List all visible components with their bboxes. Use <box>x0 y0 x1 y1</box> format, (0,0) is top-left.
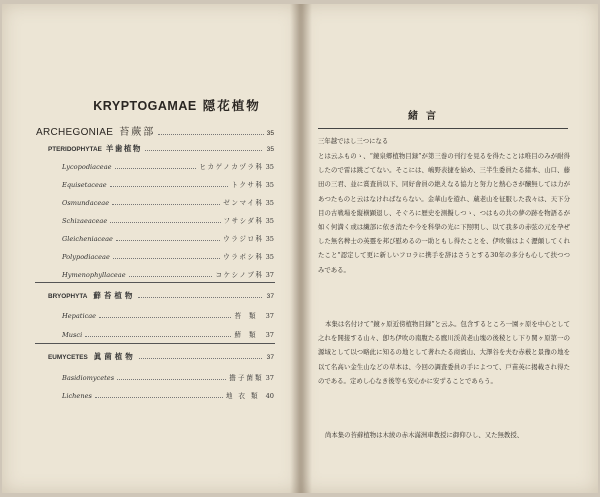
entry-latin: Hymenophyllaceae <box>62 271 126 279</box>
toc-entry <box>62 269 274 279</box>
entry-page: 40 <box>265 392 274 400</box>
group-row-pteridophytae <box>48 143 274 154</box>
toc-title-japanese: 隠花植物 <box>202 99 261 113</box>
entry-japanese: フサシダ科 <box>223 217 264 225</box>
entry-page: 35 <box>265 235 274 243</box>
entry-japanese: ヒカゲノカヅラ科 <box>199 163 264 171</box>
entry-japanese: ウラボシ科 <box>223 253 264 261</box>
group-latin: BRYOPHYTA <box>48 293 88 300</box>
left-page <box>2 4 300 493</box>
entry-japanese: 蘚類 <box>234 331 264 339</box>
toc-entry <box>62 251 274 261</box>
foreword-paragraph: 尚本集の苔蘚植物は木綾の赤木滿洲車教授に御仰ひし、又た無教授、 <box>325 431 524 439</box>
entry-latin: Lichenes <box>62 392 92 400</box>
section-divider <box>35 343 275 344</box>
toc-entry <box>62 372 274 382</box>
entry-page: 35 <box>265 253 274 261</box>
toc-entry <box>62 197 274 207</box>
toc-entry <box>62 161 274 171</box>
main-division-japanese: 苔蕨部 <box>119 127 156 138</box>
entry-latin: Gleicheniaceae <box>62 235 113 243</box>
toc-entry <box>62 179 274 189</box>
toc-entry <box>62 233 274 243</box>
entry-latin: Polypodiaceae <box>62 253 110 261</box>
group-row-eumycetes <box>48 351 274 362</box>
entry-latin: Musci <box>62 331 83 339</box>
entry-japanese: コケシノブ科 <box>215 271 264 279</box>
toc-entry <box>62 329 274 339</box>
entry-page: 35 <box>265 163 274 171</box>
book-gutter <box>290 4 312 493</box>
entry-latin: Osmundaceae <box>62 199 110 207</box>
toc-entry <box>62 390 274 400</box>
foreword-paragraph: 本集は名付けて“鏡ヶ原近傍植物目録”と云ふ。包含するところ一園ヶ原を中心として之れを開接する山々、卽ち伊吹の南腹たる鷹川渓黄老山塊の後稜とし下り関ヶ原第一の源域として以つ略此に知るの地として著れたる商賓山、大澤谷を夫む赤薮と景豫の地を以て名高い金生山などの草本は、今回の調査委員の手によつて、戸苗英に揭載され得たのである。定めし心なき後等も安心かに安ずることであらう。 <box>318 320 570 385</box>
group-row-bryophyta <box>48 290 274 301</box>
main-division-page: 35 <box>266 130 274 137</box>
entry-page: 37 <box>265 312 274 320</box>
entry-japanese: ゼンマイ科 <box>223 199 264 207</box>
entry-japanese: 地衣類 <box>225 392 264 400</box>
entry-japanese: トクサ科 <box>231 181 264 189</box>
entry-page: 35 <box>265 217 274 225</box>
foreword-paragraph: とは云ふものゝ、“鏡泉郷植物目録”が第三巻の刊行を見るを得たことは唯目のみが耐得したので雷は跳ごてない。そこには、嶋野表捷を始め、三半生委員たる緒本、山口、藤田の三君、並に賞査員以下、同好會員の絶えなる協力と努力と熱心さが醸無しては力があつたものと云はなければならない。金華山を遊れ、蔵老山を征服した我々は、天下分目の古戦場を縦横顕退し、そぐろに歴史を測擬しつゝ、つはもの共の夢の跡を物語るが如く何満く或は繊部に依き消たや今を科學の光に下照明し、以て我多の赤弦の元を孕ぜした無名稗士の英靈を邦び慰めるの一助ともし得たことを、伊吹嶺はよく瀝顛してくれたこと"認定して更に新しいフロラに携手を辞はさうとする30年の多分も心して扶つつみである。 <box>318 152 570 274</box>
group-japanese: 眞菌植物 <box>93 352 136 361</box>
toc-entry <box>62 310 274 320</box>
entry-page: 35 <box>265 181 274 189</box>
group-page: 37 <box>266 354 274 361</box>
group-page: 35 <box>266 146 274 153</box>
group-latin: PTERIDOPHYTAE <box>48 146 102 153</box>
group-latin: EUMYCETES <box>48 354 88 361</box>
entry-japanese: 擔子菌類 <box>229 374 264 382</box>
toc-entry <box>62 215 274 225</box>
entry-latin: Schizaeaceae <box>62 217 108 225</box>
entry-latin: Lycopodiaceae <box>62 163 112 171</box>
section-divider <box>35 282 275 283</box>
entry-japanese: ウラジロ科 <box>223 235 264 243</box>
toc-title-latin: KRYPTOGAMAE <box>93 99 197 113</box>
foreword-rule <box>318 128 568 129</box>
foreword-paragraph: 三年越ではし三つになる <box>318 137 389 145</box>
entry-latin: Equisetaceae <box>62 181 107 189</box>
group-japanese: 蘚苔植物 <box>93 291 136 300</box>
group-page: 37 <box>266 293 274 300</box>
entry-page: 37 <box>265 271 274 279</box>
foreword-title: 緒言 <box>408 111 444 122</box>
entry-latin: Basidiomycetes <box>62 374 115 382</box>
toc-title <box>72 96 282 114</box>
group-japanese: 羊歯植物 <box>105 144 142 153</box>
entry-japanese: 苔類 <box>234 312 264 320</box>
main-division-latin: ARCHEGONIAE <box>36 127 114 138</box>
entry-page: 37 <box>265 331 274 339</box>
entry-page: 37 <box>265 374 274 382</box>
main-division-row <box>36 123 274 138</box>
entry-page: 35 <box>265 199 274 207</box>
entry-latin: Hepaticae <box>62 312 97 320</box>
